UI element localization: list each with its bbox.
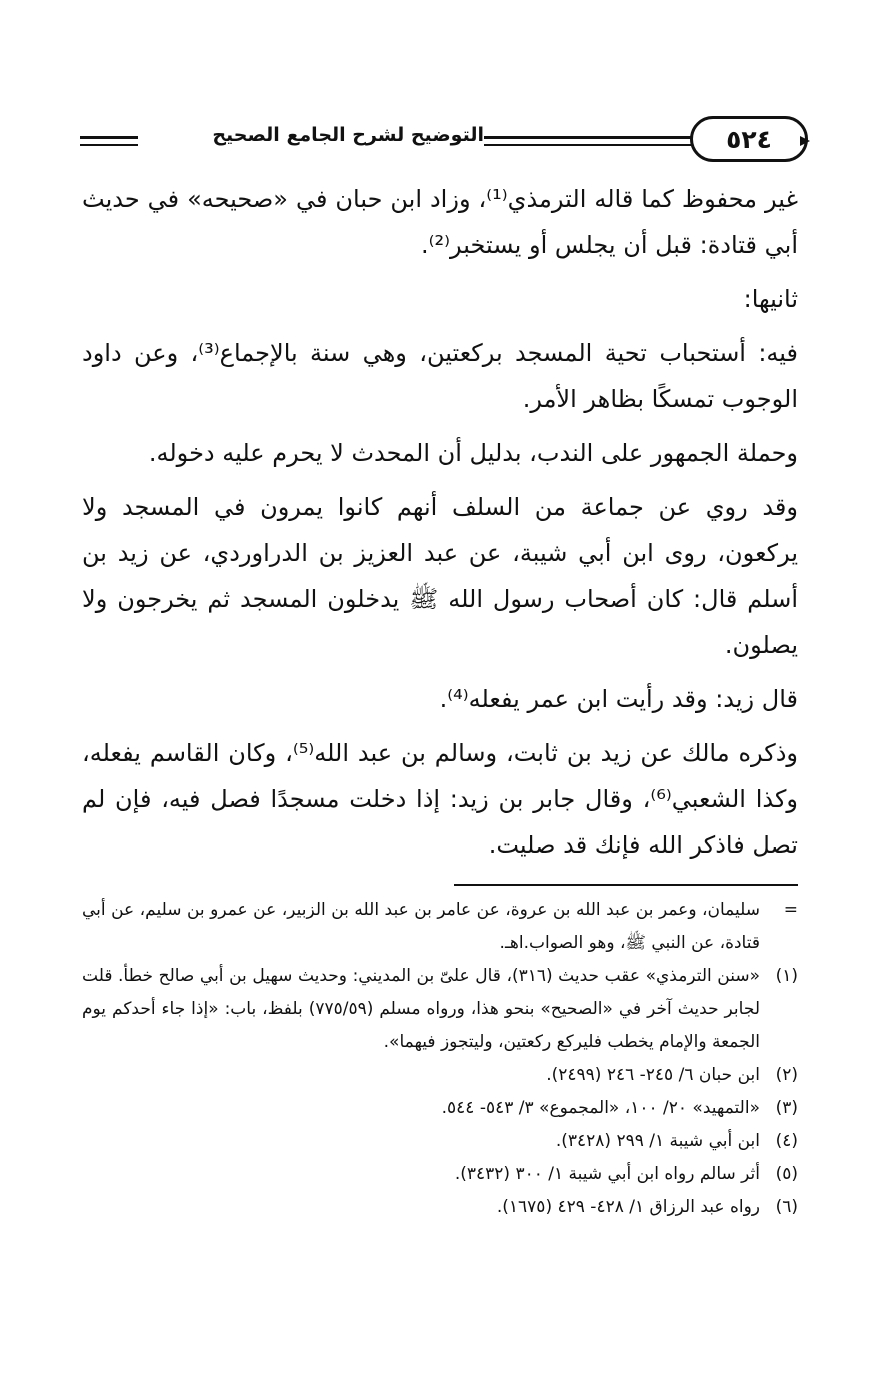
- footnote-2: [82, 1059, 798, 1092]
- footnote-marker: =: [783, 900, 798, 920]
- section-heading: ثانيها:: [743, 285, 798, 313]
- footnote-marker: (٦): [775, 1197, 798, 1217]
- footnote-marker: (٢): [775, 1065, 798, 1085]
- footnote-text: رواه عبد الرزاق ١/ ٤٢٨- ٤٢٩ (١٦٧٥).: [496, 1197, 760, 1217]
- paragraph-4: وقد روي عن جماعة من السلف أنهم كانوا يمرون في المسجد ولا يركعون، روى ابن أبي شيبة، عن عبد العزيز بن الدراوردي، عن زيد بن أسلم قال: كان أصحاب رسول الله ﷺ يدخلون المسجد ثم يخرجون ولا يصلون.: [82, 493, 798, 659]
- footnote-separator: [454, 884, 798, 886]
- main-text: [82, 176, 798, 876]
- footnote-4: [82, 1125, 798, 1158]
- badge-arrow-icon: [800, 136, 810, 146]
- footnote-3: [82, 1092, 798, 1125]
- paragraph-1: غير محفوظ كما قاله الترمذي⁽¹⁾، وزاد ابن حبان في «صحيحه» في حديث أبي قتادة: قبل أن يجلس أو يستخبر⁽²⁾.: [82, 185, 798, 259]
- book-title: التوضيح لشرح الجامع الصحيح: [212, 124, 484, 146]
- paragraph-2: فيه: أستحباب تحية المسجد بركعتين، وهي سنة بالإجماع⁽³⁾، وعن داود الوجوب تمسكًا بظاهر الأمر.: [82, 339, 798, 413]
- footnote-marker: (٥): [775, 1164, 798, 1184]
- paragraph-5: قال زيد: وقد رأيت ابن عمر يفعله⁽⁴⁾.: [439, 685, 798, 713]
- footnote-text: أثر سالم رواه ابن أبي شيبة ١/ ٣٠٠ (٣٤٣٢).: [454, 1164, 760, 1184]
- page-number: ٥٢٤: [726, 124, 772, 154]
- footnote-text: ابن أبي شيبة ١/ ٢٩٩ (٣٤٢٨).: [555, 1131, 760, 1151]
- paragraph-3: وحملة الجمهور على الندب، بدليل أن المحدث لا يحرم عليه دخوله.: [148, 439, 798, 467]
- footnote-text: «سنن الترمذي» عقب حديث (٣١٦)، قال علىّ بن المديني: وحديث سهيل بن أبي صالح خطأ. قلت لجابر حديث آخر في «الصحيح» بنحو هذا، ورواه مسلم (٧٧٥/٥٩) بلفظ، باب: «إذا جاء أحدكم يوم الجمعة والإمام يخطب فليركع ركعتين، وليتجوز فيهما».: [82, 966, 761, 1052]
- footnote-continuation: [82, 894, 798, 960]
- footnotes: [82, 894, 798, 1224]
- footnote-5: [82, 1158, 798, 1191]
- running-header: [80, 112, 800, 172]
- footnote-marker: (٤): [775, 1131, 798, 1151]
- footnote-marker: (١): [775, 966, 798, 986]
- paragraph-6: وذكره مالك عن زيد بن ثابت، وسالم بن عبد الله⁽⁵⁾، وكان القاسم يفعله، وكذا الشعبي⁽⁶⁾، وقال جابر بن زيد: إذا دخلت مسجدًا فصل فيه، فإن لم تصل فاذكر الله فإنك قد صليت.: [82, 739, 798, 859]
- footnote-1: [82, 960, 798, 1059]
- header-rule-left-lower: [80, 144, 138, 146]
- header-rule-left: [80, 136, 138, 139]
- footnote-text: سليمان، وعمر بن عبد الله بن عروة، عن عامر بن عبد الله بن الزبير، عن عمرو بن سليم، عن أبي قتادة، عن النبي ﷺ، وهو الصواب.اهـ.: [82, 900, 760, 953]
- footnote-6: [82, 1191, 798, 1224]
- footnote-text: ابن حبان ٦/ ٢٤٥- ٢٤٦ (٢٤٩٩).: [546, 1065, 760, 1085]
- page-number-badge: [690, 116, 808, 162]
- footnote-marker: (٣): [775, 1098, 798, 1118]
- footnote-text: «التمهيد» ٢٠/ ١٠٠، «المجموع» ٣/ ٥٤٣- ٥٤٤.: [441, 1098, 760, 1118]
